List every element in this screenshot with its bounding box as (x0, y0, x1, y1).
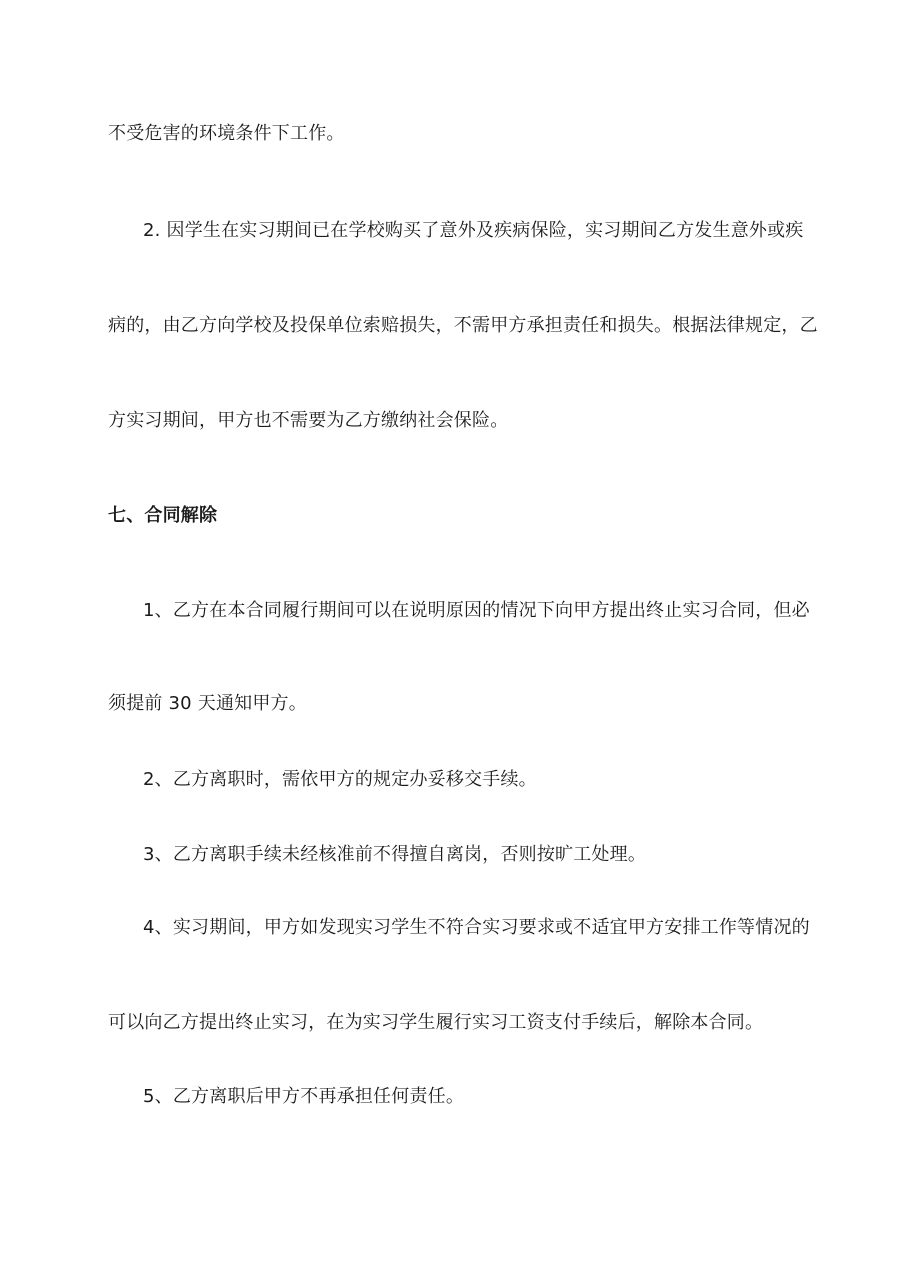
paragraph-line: 不受危害的环境条件下工作。 (108, 123, 345, 144)
section-heading: 七、合同解除 (108, 505, 218, 526)
paragraph-line: 方实习期间，甲方也不需要为乙方缴纳社会保险。 (108, 410, 509, 431)
paragraph-line: 病的，由乙方向学校及投保单位索赔损失，不需甲方承担责任和损失。根据法律规定，乙 (108, 315, 818, 336)
paragraph-line: 2. 因学生在实习期间已在学校购买了意外及疾病保险，实习期间乙方发生意外或疾 (143, 220, 804, 241)
paragraph-line: 可以向乙方提出终止实习，在为实习学生履行实习工资支付手续后，解除本合同。 (108, 1012, 764, 1033)
paragraph-line: 3、乙方离职手续未经核准前不得擅自离岗，否则按旷工处理。 (143, 844, 647, 865)
paragraph-line: 2、乙方离职时，需依甲方的规定办妥移交手续。 (143, 769, 537, 790)
paragraph-line: 须提前 30 天通知甲方。 (108, 693, 307, 714)
paragraph-line: 5、乙方离职后甲方不再承担任何责任。 (143, 1086, 465, 1107)
paragraph-line: 4、实习期间，甲方如发现实习学生不符合实习要求或不适宜甲方安排工作等情况的 (143, 917, 810, 938)
paragraph-line: 1、乙方在本合同履行期间可以在说明原因的情况下向甲方提出终止实习合同，但必 (143, 600, 810, 621)
